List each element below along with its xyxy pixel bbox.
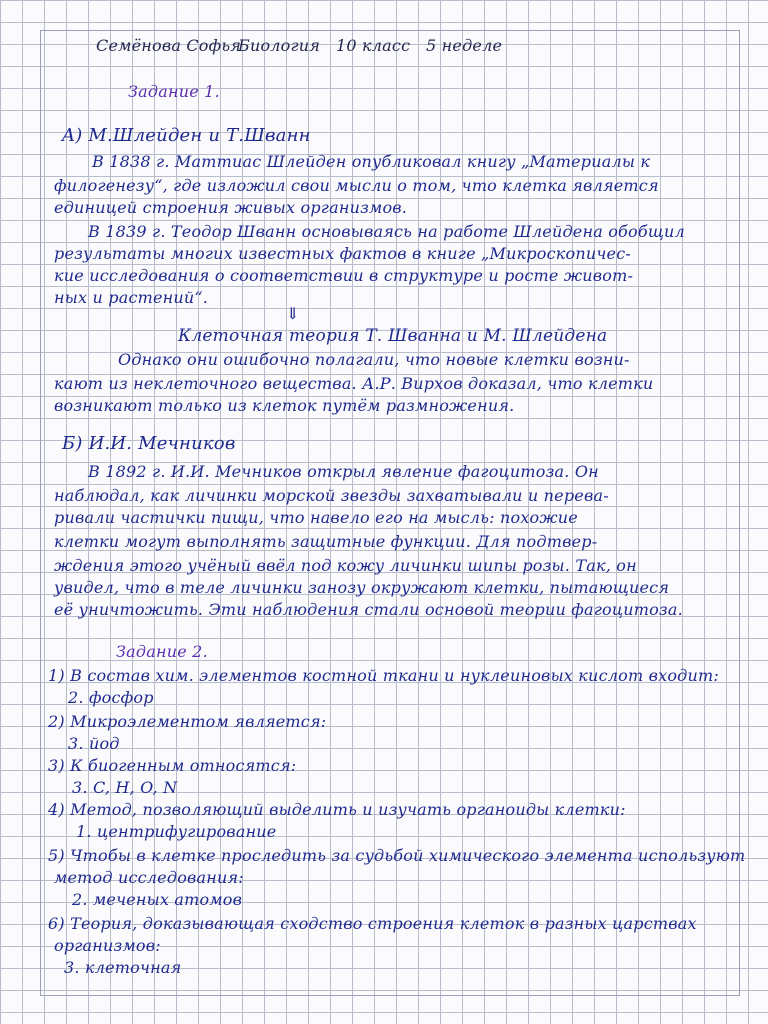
task2-a3: 3. C, H, O, N [72,778,178,797]
subject: Биология [238,36,321,55]
task2-a4: 1. центрифугирование [76,822,277,841]
task1-b-line-6: увидел, что в теле личинки занозу окружают клетки, пытающиеся [54,578,670,597]
task1-b-line-2: наблюдал, как личинки морской звезды захватывали и перева- [54,486,609,505]
task1-a-line-5: результаты многих известных фактов в книге „Микроскопичес- [54,244,631,263]
task2-q2: 2) Микроэлементом является: [48,712,327,731]
task2-a5: 2. меченых атомов [72,890,243,909]
task1-a-line-2: филогенезу“, где изложил свои мысли о том, что клетка является [54,176,659,195]
task1-b-line-4: клетки могут выполнять защитные функции. Для подтвер- [54,532,598,551]
task1-b-line-1: В 1892 г. И.И. Мечников открыл явление фагоцитоза. Он [88,462,599,481]
task1-a-heading: A) М.Шлейден и Т.Шванн [62,125,311,146]
task2-q3: 3) К биогенным относятся: [48,756,297,775]
task1-title: Задание 1. [128,82,220,101]
theory-line-2: кают из неклеточного вещества. А.Р. Вирхов доказал, что клетки [54,374,654,393]
task2-q5-cont: метод исследования: [54,868,244,887]
task2-a1: 2. фосфор [68,688,154,707]
task1-a-line-3: единицей строения живых организмов. [54,198,408,217]
task1-a-line-4: В 1839 г. Теодор Шванн основываясь на работе Шлейдена обобщил [88,222,685,241]
cell-theory-heading: Клеточная теория Т. Шванна и М. Шлейдена [178,326,608,346]
task1-b-heading: Б) И.И. Мечников [62,433,236,454]
task2-title: Задание 2. [116,642,208,661]
week: 5 неделе [426,36,503,55]
task1-b-line-7: её уничтожить. Эти наблюдения стали основой теории фагоцитоза. [54,600,683,619]
student-name: Семёнова Софья [96,36,242,55]
task2-q6-cont: организмов: [54,936,161,955]
task2-q6: 6) Теория, доказывающая сходство строения клеток в разных царствах [48,914,697,933]
theory-line-3: возникают только из клеток путём размножения. [54,396,515,415]
task2-q1: 1) В состав хим. элементов костной ткани и нуклеиновых кислот входит: [48,666,719,685]
theory-line-1: Однако они ошибочно полагали, что новые клетки возни- [118,350,630,369]
down-arrow: ⇓ [286,304,300,323]
task1-a-line-7: ных и растений“. [54,288,209,307]
task1-b-line-5: ждения этого учёный ввёл под кожу личинки шипы розы. Так, он [54,556,637,575]
task2-q5: 5) Чтобы в клетке проследить за судьбой химического элемента используют [48,846,746,865]
task2-a6: 3. клеточная [64,958,182,977]
task2-q4: 4) Метод, позволяющий выделить и изучать органоиды клетки: [48,800,626,819]
grade: 10 класс [336,36,411,55]
task1-a-line-1: В 1838 г. Маттиас Шлейден опубликовал книгу „Материалы к [92,152,651,171]
task2-a2: 3. йод [68,734,120,753]
task1-a-line-6: кие исследования о соответствии в структуре и росте живот- [54,266,634,285]
task1-b-line-3: ривали частички пищи, что навело его на мысль: похожие [54,508,578,527]
